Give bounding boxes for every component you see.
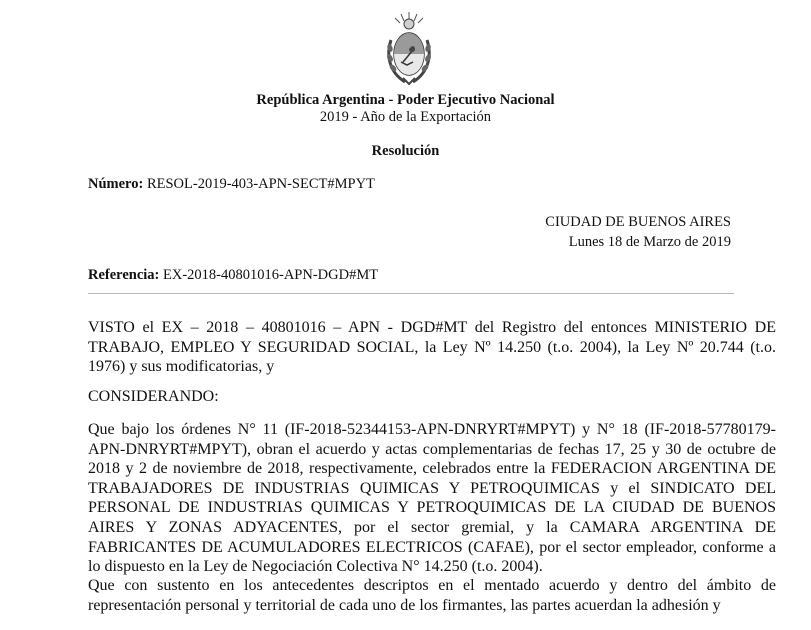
coat-of-arms-icon: [383, 10, 435, 86]
divider: [88, 293, 734, 294]
header-title: República Argentina - Poder Ejecutivo Nacional: [256, 92, 555, 108]
visto-paragraph: VISTO el EX – 2018 – 40801016 – APN - DGD#MT del Registro del entonces MINISTERIO DE TRABAJO, EMPLEO Y SEGURIDAD SOCIAL, la Ley Nº 14.250 (t.o. 2004), la Ley Nº 20.744 (t.o. 1976) y sus modificatorias, y: [88, 319, 776, 376]
referencia-field: [88, 266, 378, 284]
que-paragraph-2: Que con sustento en los antecedentes descriptos en el mentado acuerdo y dentro del ámbito de representación personal y territorial de cada uno de los firmantes, las partes acuerdan la adhesión y: [88, 577, 776, 614]
referencia-value: EX-2018-40801016-APN-DGD#MT: [163, 267, 379, 283]
numero-value: RESOL-2019-403-APN-SECT#MPYT: [146, 176, 375, 192]
place: CIUDAD DE BUENOS AIRES: [545, 214, 731, 230]
header-year-motto: 2019 - Año de la Exportación: [319, 109, 492, 125]
numero-field: [88, 175, 375, 193]
date: Lunes 18 de Marzo de 2019: [568, 234, 731, 250]
considerando-heading: CONSIDERANDO:: [88, 388, 219, 405]
referencia-label: Referencia:: [88, 267, 160, 283]
que-paragraph-1: Que bajo los órdenes N° 11 (IF-2018-52344153-APN-DNRYRT#MPYT) y N° 18 (IF-2018-57780179-APN-DNRYRT#MPYT), obran el acuerdo y actas complementarias de fechas 17, 25 y 30 de octubre de 2018 y 2 de noviembre de 2018, respectivamente, celebrados entre la FEDERACION ARGENTINA DE TRABAJADORES DE INDUSTRIAS QUIMICAS Y PETROQUIMICAS y el SINDICATO DEL PERSONAL DE INDUSTRIAS QUIMICAS Y PETROQUIMICAS DE LA CIUDAD DE BUENOS AIRES Y ZONAS ADYACENTES, por el sector gremial, y la CAMARA ARGENTINA DE FABRICANTES DE ACUMULADORES ELECTRICOS (CAFAE), por el sector empleador, conforme a lo dispuesto en la Ley de Negociación Colectiva N° 14.250 (t.o. 2004).: [88, 421, 776, 576]
document-type: Resolución: [371, 143, 440, 159]
numero-label: Número:: [88, 176, 144, 192]
